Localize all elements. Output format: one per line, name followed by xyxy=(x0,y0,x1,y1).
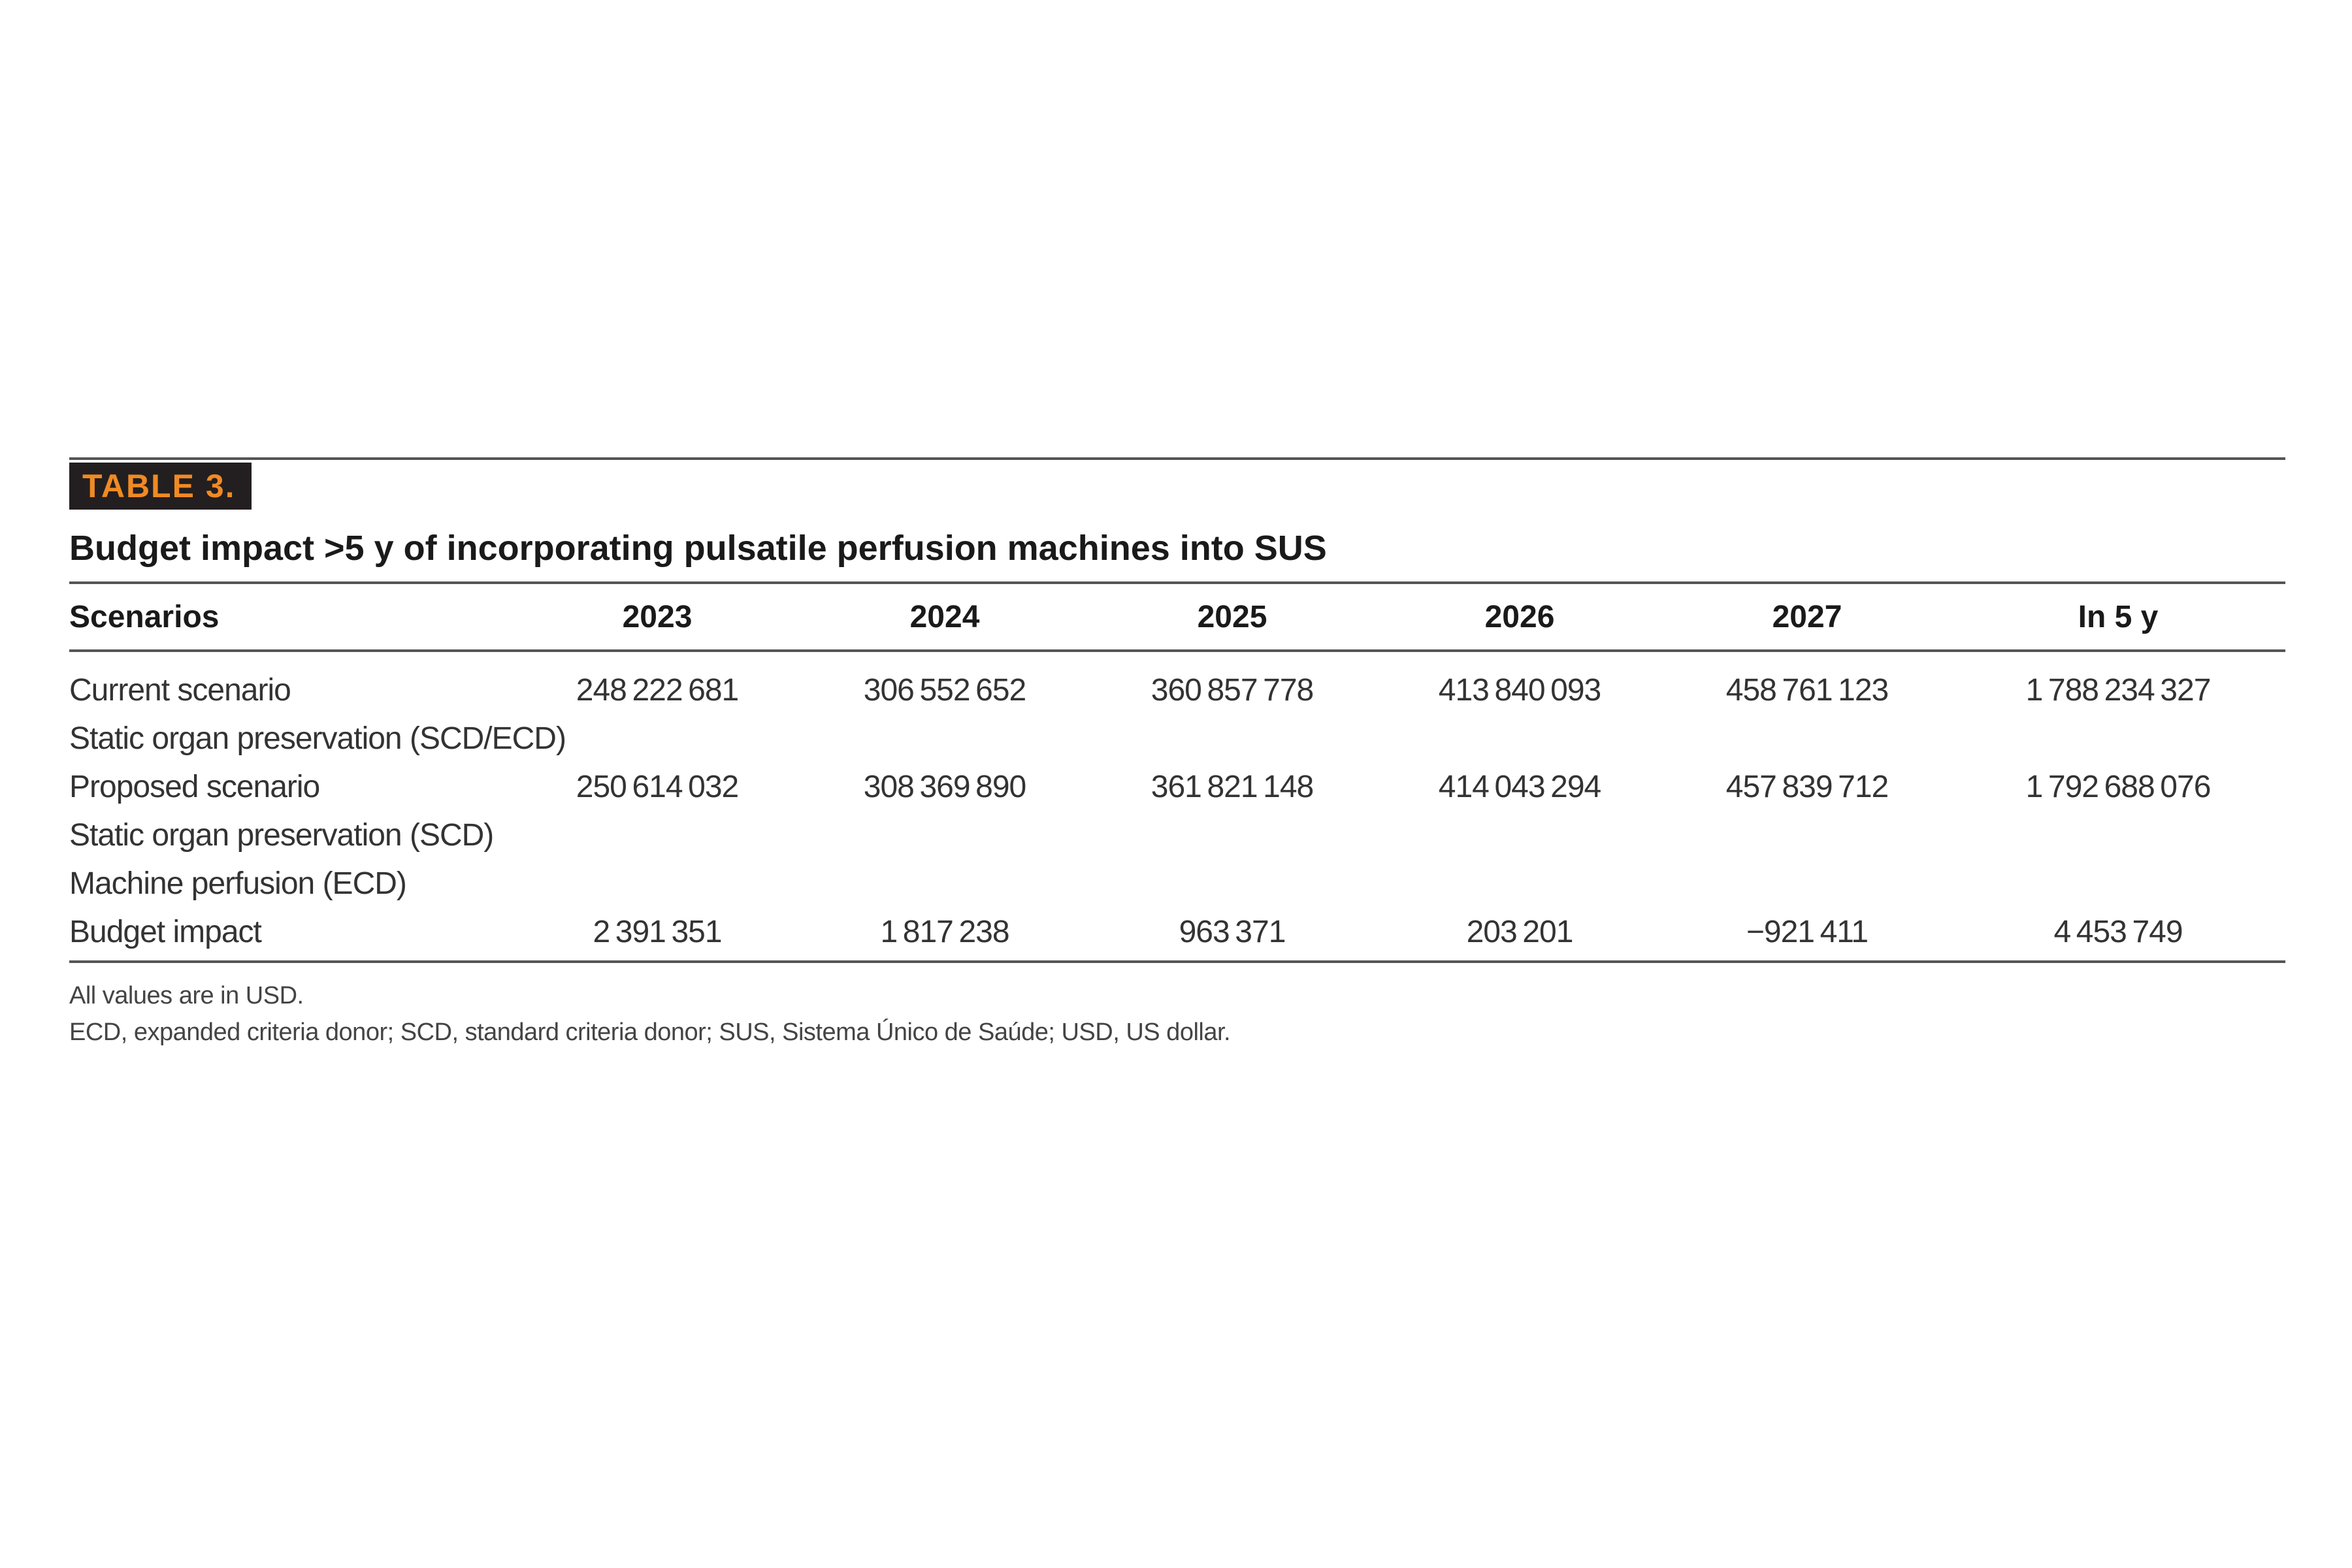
table-cell: 458 761 123 xyxy=(1725,673,1889,708)
row-label: Budget impact xyxy=(69,908,514,962)
table-cell xyxy=(1663,811,1951,860)
table-cell: 4 453 749 xyxy=(1951,908,2285,962)
table-cell: 413 840 093 xyxy=(1438,673,1601,708)
table-cell xyxy=(1951,811,2285,860)
table-cell xyxy=(1376,811,1663,860)
table-cell xyxy=(1951,860,2285,908)
table-cell: 1 792 688 076 xyxy=(2025,770,2211,804)
table-cell xyxy=(1951,715,2285,763)
label-row xyxy=(69,460,2285,510)
table-title: Budget impact >5 y of incorporating pulsatile perfusion machines into SUS xyxy=(69,529,1327,568)
table-cell xyxy=(801,860,1088,908)
table-cell xyxy=(801,811,1088,860)
table-cell: 414 043 294 xyxy=(1438,770,1601,804)
table-cell: −921 411 xyxy=(1663,908,1951,962)
row-label: Proposed scenario xyxy=(69,770,320,804)
table-label: TABLE 3. xyxy=(69,463,252,510)
table-cell: 306 552 652 xyxy=(863,673,1026,708)
table-block xyxy=(69,457,2285,1051)
table-cell xyxy=(514,811,801,860)
column-header-2026: 2026 xyxy=(1376,584,1663,651)
table-cell xyxy=(1663,860,1951,908)
table-cell xyxy=(1088,860,1376,908)
row-label: Machine perfusion (ECD) xyxy=(69,866,406,901)
budget-impact-table xyxy=(69,584,2285,963)
table-cell: 203 201 xyxy=(1376,908,1663,962)
table-cell xyxy=(1088,715,1376,763)
table-cell: 963 371 xyxy=(1088,908,1376,962)
table-cell: 308 369 890 xyxy=(863,770,1026,804)
table-cell xyxy=(1663,715,1951,763)
table-cell: 2 391 351 xyxy=(514,908,801,962)
table-cell xyxy=(1088,811,1376,860)
table-row xyxy=(69,811,2285,860)
column-header-2024: 2024 xyxy=(801,584,1088,651)
column-header-2025: 2025 xyxy=(1088,584,1376,651)
table-row xyxy=(69,715,2285,763)
table-cell: 361 821 148 xyxy=(1151,770,1314,804)
table-cell xyxy=(1376,860,1663,908)
column-header-scenarios: Scenarios xyxy=(69,584,514,651)
row-label: Static organ preservation (SCD/ECD) xyxy=(69,721,566,756)
table-cell: 457 839 712 xyxy=(1725,770,1889,804)
table-cell xyxy=(1376,715,1663,763)
footnote-units: All values are in USD. xyxy=(69,982,304,1009)
table-row xyxy=(69,860,2285,908)
table-footnotes xyxy=(69,977,2285,1051)
table-row xyxy=(69,763,2285,811)
table-row xyxy=(69,651,2285,715)
table-cell: 1 817 238 xyxy=(801,908,1088,962)
row-label: Current scenario xyxy=(69,673,291,708)
column-header-2023: 2023 xyxy=(514,584,801,651)
table-cell xyxy=(514,860,801,908)
table-cell: 360 857 778 xyxy=(1151,673,1314,708)
header-row xyxy=(69,584,2285,651)
table-cell: 1 788 234 327 xyxy=(2025,673,2211,708)
table-cell xyxy=(801,715,1088,763)
table-cell: 248 222 681 xyxy=(576,673,739,708)
table-row xyxy=(69,908,2285,962)
footnote-abbreviations: ECD, expanded criteria donor; SCD, standard criteria donor; SUS, Sistema Único de Saúde; USD, US dollar. xyxy=(69,1019,1231,1046)
column-header-2027: 2027 xyxy=(1663,584,1951,651)
table-cell: 250 614 032 xyxy=(576,770,739,804)
row-label: Static organ preservation (SCD) xyxy=(69,818,494,853)
column-header-in-5-y: In 5 y xyxy=(1951,584,2285,651)
